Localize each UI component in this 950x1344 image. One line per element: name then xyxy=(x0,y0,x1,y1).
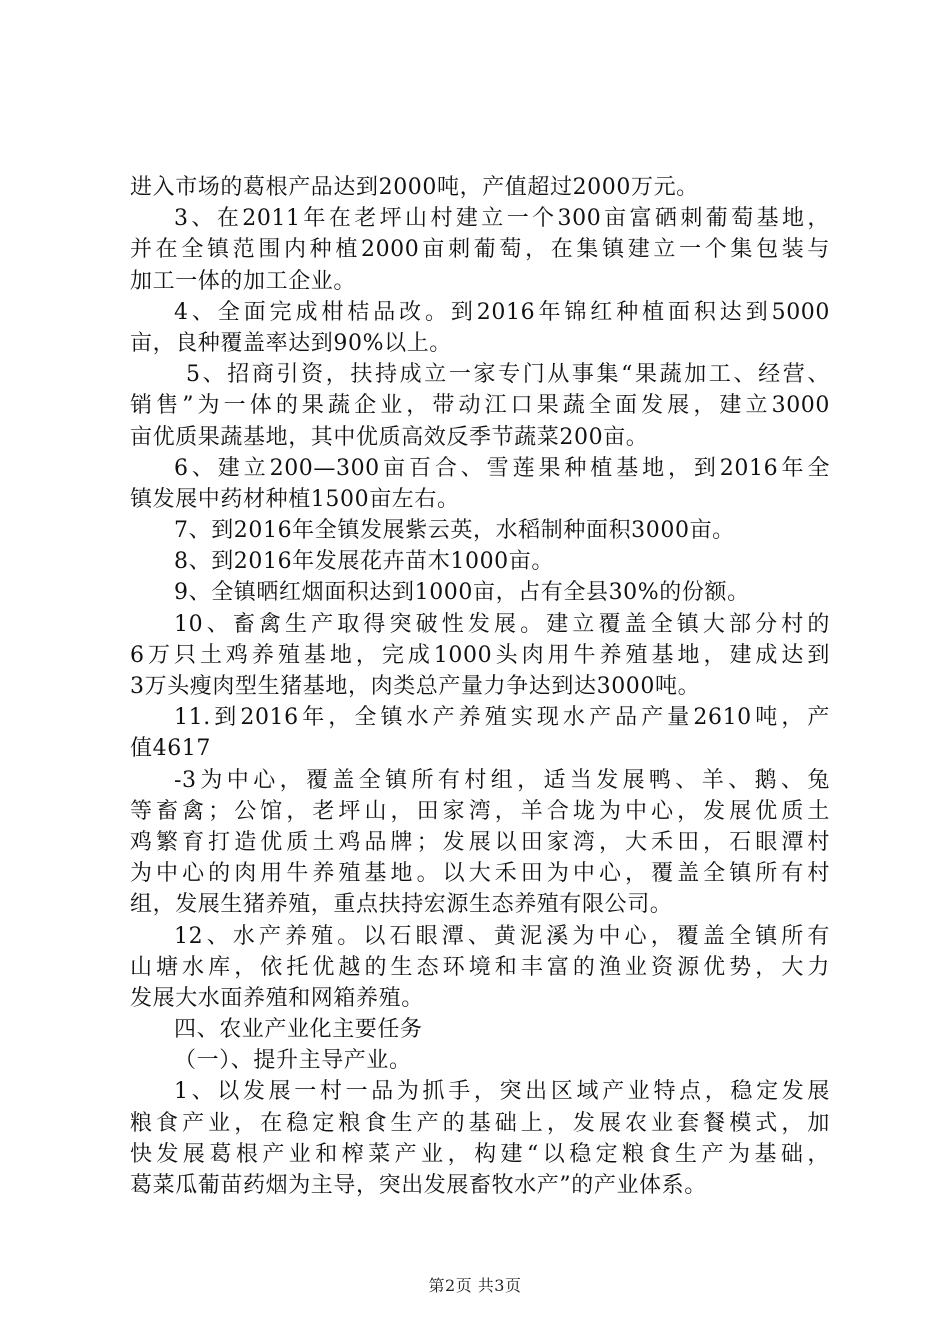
text-line: 3、在2011年在老坪山村建立一个300亩富硒刺葡萄基地， xyxy=(174,206,830,232)
text-line: 6、建立200—300亩百合、雪莲果种植基地，到2016年全 xyxy=(174,455,830,481)
text-line: 镇发展中药材种植1500亩左右。 xyxy=(130,486,460,512)
text-line: 销售”为一体的果蔬企业，带动江口果蔬全面发展，建立3000 xyxy=(130,393,830,419)
document-body xyxy=(130,172,830,1201)
text-line: 组，发展生猪养殖，重点扶持宏源生态养殖有限公司。 xyxy=(130,892,673,918)
text-line: 亩，良种覆盖率达到90%以上。 xyxy=(130,330,452,356)
text-line: 加工一体的加工企业。 xyxy=(130,268,357,294)
text-line: （一）、提升主导产业。 xyxy=(174,1048,412,1074)
text-line: 葛菜瓜葡苗药烟为主导，突出发展畜牧水产”的产业体系。 xyxy=(130,1173,707,1198)
text-line: 鸡繁育打造优质土鸡品牌；发展以田家湾，大禾田，石眼潭村 xyxy=(130,829,830,855)
text-line: 并在全镇范围内种植2000亩刺葡萄，在集镇建立一个集包装与 xyxy=(130,237,830,263)
page-footer: 第2页 共3页 xyxy=(428,1276,522,1295)
text-line: 11.到2016年，全镇水产养殖实现水产品产量2610吨，产 xyxy=(174,705,830,731)
text-line: 10、畜禽生产取得突破性发展。建立覆盖全镇大部分村的 xyxy=(174,611,830,637)
text-line: 3万头瘦肉型生猪基地，肉类总产量力争达到达3000吨。 xyxy=(130,674,701,699)
text-line: 5、招商引资，扶持成立一家专门从事集“果蔬加工、经营、 xyxy=(186,362,830,388)
text-line: 粮食产业，在稳定粮食生产的基础上，发展农业套餐模式，加 xyxy=(130,1110,830,1136)
text-line: 亩优质果蔬基地，其中优质高效反季节蔬菜200亩。 xyxy=(130,424,649,450)
text-line: 为中心的肉用牛养殖基地。以大禾田为中心，覆盖全镇所有村 xyxy=(130,861,830,887)
text-line: 6万只土鸡养殖基地，完成1000头肉用牛养殖基地，建成达到 xyxy=(130,642,830,668)
text-line: 进入市场的葛根产品达到2000吨，产值超过2000万元。 xyxy=(130,175,699,200)
text-line: 山塘水库，依托优越的生态环境和丰富的渔业资源优势，大力 xyxy=(130,954,830,980)
text-line: 发展大水面养殖和网箱养殖。 xyxy=(130,985,424,1011)
text-line: 1、以发展一村一品为抓手，突出区域产业特点，稳定发展 xyxy=(174,1079,830,1105)
text-line: 四、农业产业化主要任务 xyxy=(174,1017,423,1043)
text-line: 9、全镇晒红烟面积达到1000亩，占有全县30%的份额。 xyxy=(174,580,750,606)
text-line: 8、到2016年发展花卉苗木1000亩。 xyxy=(174,549,554,575)
text-line: 快发展葛根产业和榨菜产业，构建“以稳定粮食生产为基础， xyxy=(130,1141,830,1167)
text-line: 4、全面完成柑桔品改。到2016年锦红种植面积达到5000 xyxy=(174,299,830,325)
text-line: 等畜禽；公馆，老坪山，田家湾，羊合垅为中心，发展优质土 xyxy=(130,798,830,824)
text-line: 12、水产养殖。以石眼潭、黄泥溪为中心，覆盖全镇所有 xyxy=(174,923,830,949)
text-line: 值4617 xyxy=(130,736,211,762)
text-line: -3为中心，覆盖全镇所有村组，适当发展鸭、羊、鹅、兔 xyxy=(174,767,830,793)
text-line: 7、到2016年全镇发展紫云英，水稻制种面积3000亩。 xyxy=(174,518,735,544)
